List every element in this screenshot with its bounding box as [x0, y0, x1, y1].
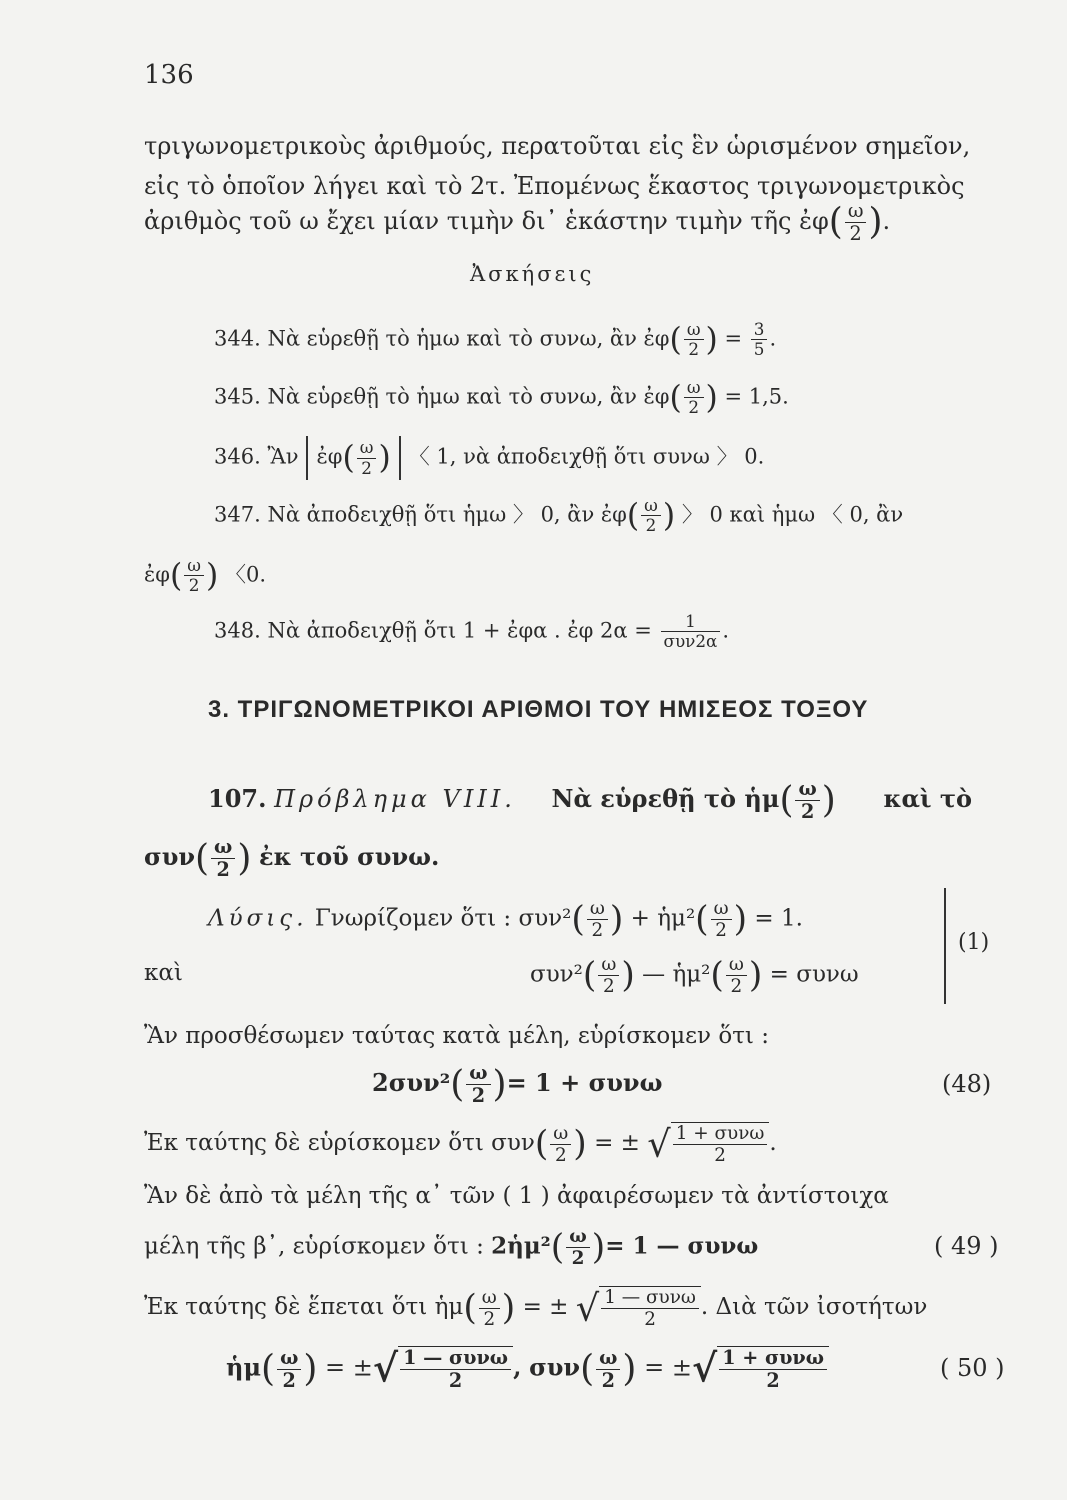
equation-48: 2συν²( $\frac{\omega}{2}$ )= 1 + συνω: [372, 1061, 663, 1108]
intro-line-1: τριγωνομετρικοὺς ἀριθμούς, περατοῦται εἰς ἓν ὡρισμένον σημεῖον,: [144, 132, 971, 160]
exercise-348: 348. Νὰ ἀποδειχθῇ ὅτι 1 + ἐφα . ἐφ 2α = $\frac{1}{\text{συν2α}}$ .: [214, 611, 730, 652]
exercise-346: 346. Ἂν ἐφ( $\frac{\omega}{2}$ ) 〈 1, νὰ ἀποδειχθῇ ὅτι συνω 〉 0.: [214, 436, 764, 480]
intro-line-2: εἰς τὸ ὁποῖον λήγει καὶ τὸ 2τ. Ἐπομένως ἕκαστος τριγωνομετρικὸς: [144, 172, 965, 200]
equation-50-label: ( 50 ): [940, 1354, 1005, 1382]
solution-line-1: Λύσις. Γνωρίζομεν ὅτι : συν²( $\frac{\omega}{2}$ ) + ἡμ²( $\frac{\omega}{2}$ ) = 1.: [208, 898, 803, 942]
intro-line-3: ἀριθμὸς τοῦ ω ἔχει μίαν τιμὴν δι᾿ ἑκάστην τιμὴν τῆς ἐφ( $\frac{\omega}{2}$ ).: [144, 199, 891, 246]
and-word: καὶ: [144, 960, 183, 986]
follows-line: Ἐκ ταύτης δὲ ἕπεται ὅτι ἡμ( $\frac{\omega}{2}$ ) = ± √ $\frac{\text{1 — συνω}}{2}$ . Διὰ τῶν ἰσοτήτων: [144, 1286, 928, 1331]
half-fraction: $\frac{\omega}{2}$: [845, 200, 867, 245]
add-text: Ἂν προσθέσωμεν ταύτας κατὰ μέλη, εὑρίσκομεν ὅτι :: [144, 1023, 769, 1049]
problem-line-1: 107. Πρόβλημα VIII. Νὰ εὑρεθῇ τὸ ἡμ( $\frac{\omega}{2}$ ) καὶ τὸ: [208, 777, 973, 824]
problem-line-2: συν( $\frac{\omega}{2}$ ) ἐκ τοῦ συνω.: [144, 835, 440, 882]
exercise-345: 345. Νὰ εὑρεθῇ τὸ ἡμω καὶ τὸ συνω, ἂν ἐφ( $\frac{\omega}{2}$ ) = 1,5.: [214, 377, 789, 418]
system-label: (1): [958, 930, 990, 955]
section-title: 3. ΤΡΙΓΩΝΟΜΕΤΡΙΚΟΙ ΑΡΙΘΜΟΙ ΤΟΥ ΗΜΙΣΕΟΣ ΤΟΞΟΥ: [208, 696, 869, 723]
equation-48-label: (48): [942, 1070, 992, 1098]
equation-49-label: ( 49 ): [934, 1232, 999, 1260]
exercise-347-cont: ἐφ( $\frac{\omega}{2}$ ) 〈0.: [144, 555, 266, 596]
exercise-344: 344. Νὰ εὑρεθῇ τὸ ἡμω καὶ τὸ συνω, ἂν ἐφ( $\frac{\omega}{2}$ ) = $\frac{3}{5}$ .: [214, 319, 777, 360]
system-bracket: [944, 888, 946, 1004]
from-line: Ἐκ ταύτης δὲ εὑρίσκομεν ὅτι συν( $\frac{\omega}{2}$ ) = ± √ $\frac{\text{1 + συνω}}{2}$ .: [144, 1122, 777, 1167]
equation-50: ἡμ( $\frac{\omega}{2}$ ) = ±√ $\frac{\text{1 — συνω}}{2}$ , συν( $\frac{\omega}{2}$ ) = ±√ $\frac{\text{1 + συνω}}{2}$: [226, 1346, 829, 1392]
exercises-heading: Ἀσκήσεις: [470, 262, 595, 286]
subtract-text: Ἂν δὲ ἀπὸ τὰ μέλη τῆς α᾿ τῶν ( 1 ) ἀφαιρέσωμεν τὰ ἀντίστοιχα: [144, 1183, 889, 1209]
exercise-347: 347. Νὰ ἀποδειχθῇ ὅτι ἡμω 〉 0, ἂν ἐφ( $\frac{\omega}{2}$ ) 〉 0 καὶ ἡμω 〈 0, ἂν: [214, 495, 904, 536]
solution-eq-2: συν²( $\frac{\omega}{2}$ ) — ἡμ²( $\frac{\omega}{2}$ ) = συνω: [530, 954, 859, 998]
members-line: μέλη τῆς β᾿, εὑρίσκομεν ὅτι : 2ἡμ²( $\frac{\omega}{2}$ )= 1 — συνω: [144, 1226, 759, 1270]
page-number: 136: [144, 60, 194, 90]
